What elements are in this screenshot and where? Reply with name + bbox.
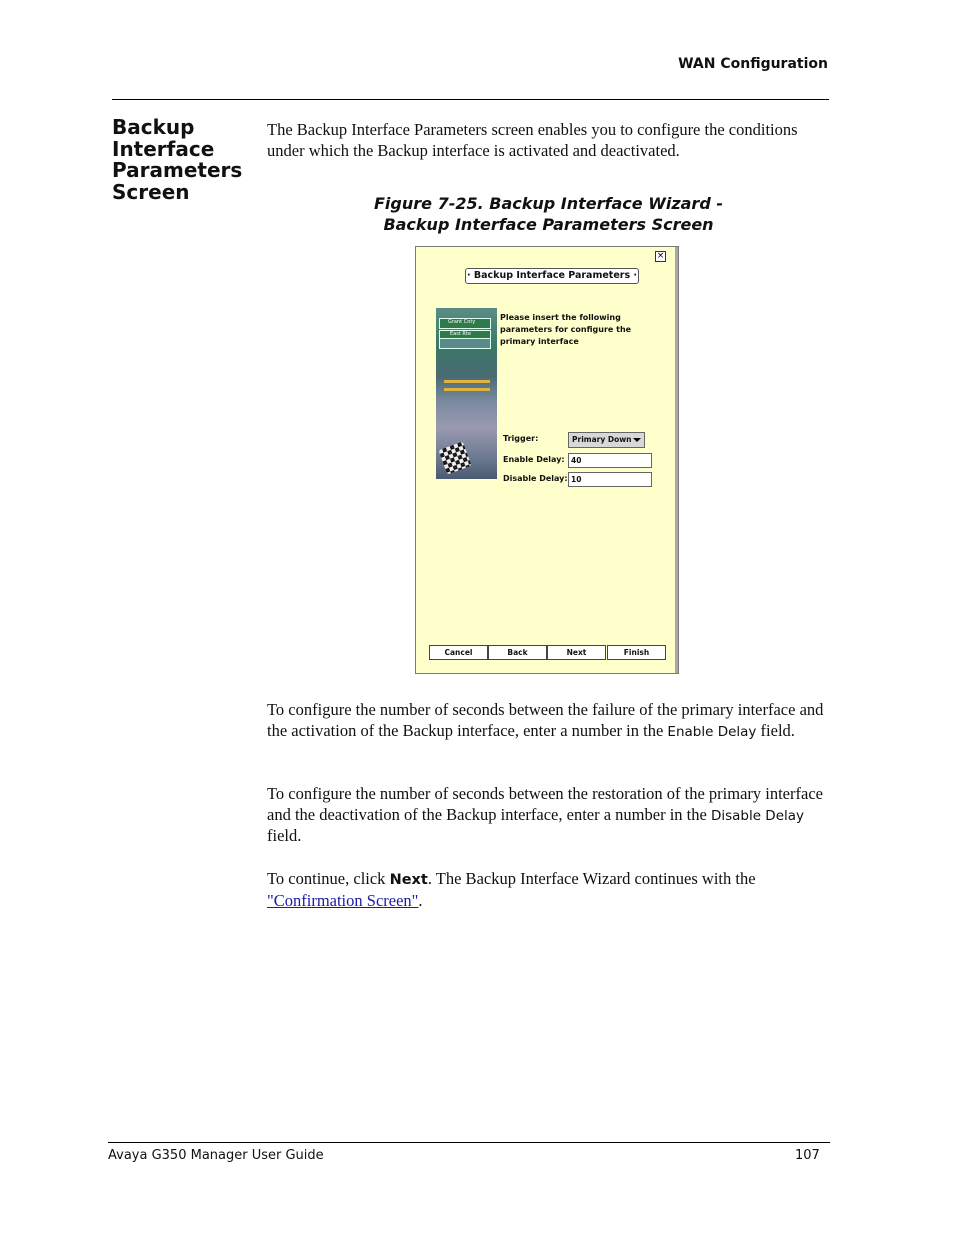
- footer-title: Avaya G350 Manager User Guide: [108, 1148, 324, 1163]
- field-reference: Enable Delay: [667, 723, 757, 740]
- cancel-button[interactable]: Cancel: [429, 645, 488, 660]
- page-number: 107: [795, 1148, 820, 1163]
- chevron-down-icon: [633, 438, 641, 442]
- road-sign: Grant Cnty: [439, 318, 491, 329]
- trigger-select[interactable]: [568, 432, 645, 448]
- road-light: [444, 380, 490, 383]
- dialog-title: · Backup Interface Parameters ·: [465, 268, 639, 284]
- dialog-instructions: Please insert the following parameters for configure the primary interface: [500, 313, 632, 346]
- enable-delay-input[interactable]: 40: [568, 453, 652, 468]
- caption-line: Backup Interface Parameters Screen: [383, 215, 714, 234]
- figure-caption: [267, 193, 830, 235]
- road-sign: [439, 338, 491, 349]
- heading-line: Interface: [112, 136, 215, 161]
- enable-delay-paragraph: To configure the number of seconds between the failure of the primary interface and the activation of the Backup interface, enter a number in the Enable Delay field.: [267, 700, 824, 740]
- footer-rule: [108, 1142, 830, 1143]
- backup-interface-dialog: [415, 246, 679, 674]
- running-header: WAN Configuration: [678, 56, 828, 72]
- enable-delay-label: Enable Delay:: [503, 455, 565, 464]
- next-button[interactable]: Next: [547, 645, 606, 660]
- intro-paragraph: The Backup Interface Parameters screen enables you to configure the conditions under which the Backup interface is activated and deactivated.: [267, 120, 798, 160]
- heading-line: Backup: [112, 115, 195, 139]
- finish-button[interactable]: Finish: [607, 645, 666, 660]
- trigger-select-value: Primary Down: [572, 435, 632, 444]
- field-reference: Disable Delay: [710, 807, 805, 824]
- section-heading: [112, 117, 252, 203]
- caption-line: Figure 7-25. Backup Interface Wizard -: [374, 194, 723, 213]
- checkered-flag-icon: [438, 441, 471, 474]
- confirmation-screen-link[interactable]: "Confirmation Screen": [267, 890, 419, 910]
- header-rule: [112, 99, 829, 100]
- road-light: [444, 388, 490, 391]
- heading-line: Parameters: [112, 158, 243, 182]
- back-button[interactable]: Back: [488, 645, 547, 660]
- heading-line: Screen: [112, 179, 190, 204]
- highway-illustration: [436, 308, 497, 479]
- disable-delay-paragraph: To configure the number of seconds between the restoration of the primary interface and the deactivation of the Backup interface, enter a number in the Disable Delay field.: [267, 784, 823, 845]
- disable-delay-input[interactable]: 10: [568, 472, 652, 487]
- road-sign: East Rte: [439, 330, 491, 341]
- continue-paragraph: To continue, click Next. The Backup Interface Wizard continues with the "Confirmation Screen".: [267, 869, 756, 910]
- close-icon[interactable]: ×: [656, 251, 665, 261]
- disable-delay-label: Disable Delay:: [503, 474, 568, 483]
- button-reference: Next: [389, 872, 428, 888]
- trigger-label: Trigger:: [503, 434, 539, 443]
